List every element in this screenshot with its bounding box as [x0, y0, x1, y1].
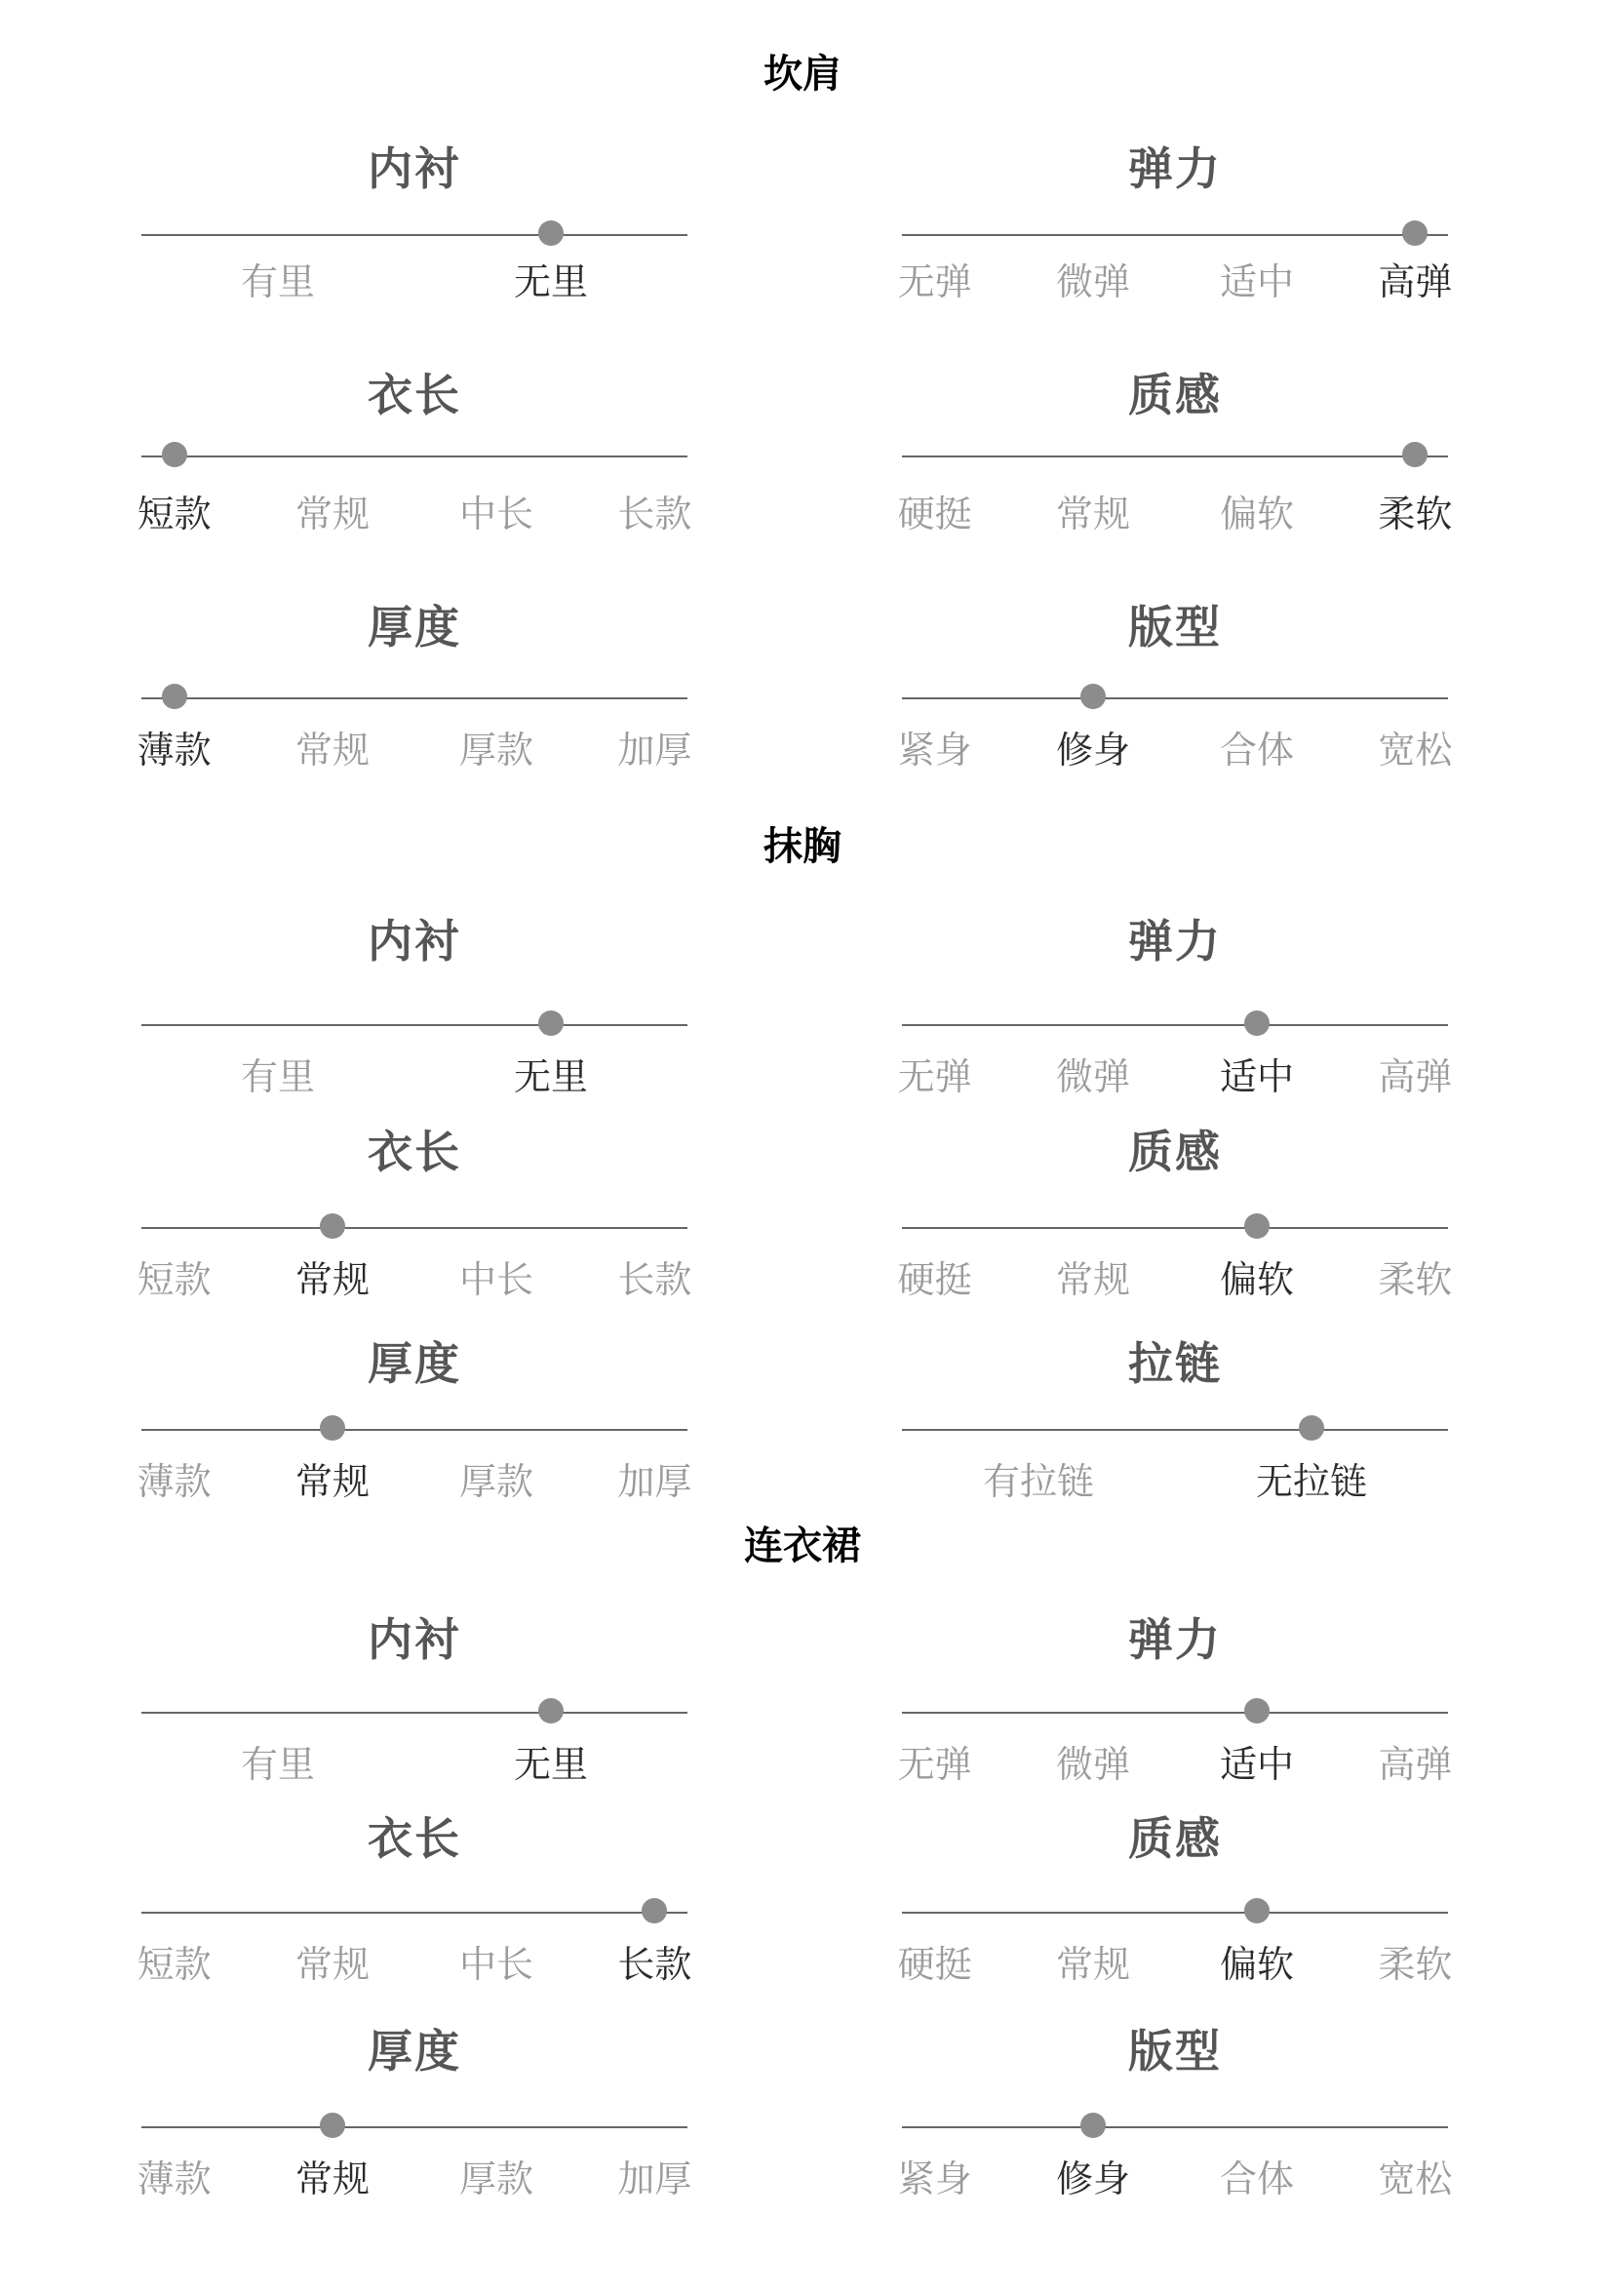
scale-option[interactable]: 偏软	[1219, 1943, 1294, 1986]
scale-option[interactable]: 常规	[294, 2157, 370, 2200]
scale-option[interactable]: 偏软	[1219, 493, 1294, 535]
slider-knob[interactable]	[1244, 1010, 1270, 1036]
slider-track[interactable]	[141, 234, 687, 236]
scale-option[interactable]: 微弹	[1055, 1055, 1130, 1098]
section-title: 坎肩	[763, 52, 842, 97]
scale-option[interactable]: 常规	[294, 729, 370, 772]
scale-title: 内衬	[368, 1613, 461, 1666]
scale-option[interactable]: 有里	[240, 1743, 315, 1786]
slider-track[interactable]	[141, 1024, 687, 1026]
scale-option[interactable]: 常规	[294, 493, 370, 535]
scale-option[interactable]: 高弹	[1378, 1743, 1453, 1786]
scale-title: 内衬	[368, 142, 461, 195]
scale-title: 版型	[1128, 2025, 1222, 2078]
slider-knob[interactable]	[1402, 220, 1428, 246]
scale-title: 厚度	[368, 1337, 461, 1390]
scale-option[interactable]: 合体	[1219, 729, 1294, 772]
scale-option[interactable]: 适中	[1219, 260, 1294, 303]
slider-knob[interactable]	[1080, 684, 1106, 709]
scale-title: 拉链	[1128, 1337, 1222, 1390]
scale-title: 内衬	[368, 915, 461, 968]
slider-knob[interactable]	[1244, 1898, 1270, 1923]
scale-option[interactable]: 常规	[294, 1943, 370, 1986]
slider-knob[interactable]	[320, 2113, 345, 2138]
slider-track[interactable]	[141, 1912, 687, 1914]
scale-option[interactable]: 薄款	[137, 1460, 212, 1503]
scale-option[interactable]: 硬挺	[897, 1258, 972, 1301]
slider-track[interactable]	[902, 1912, 1448, 1914]
scale-option[interactable]: 无里	[513, 1743, 588, 1786]
scale-title: 版型	[1128, 601, 1222, 653]
scale-option[interactable]: 厚款	[458, 1460, 533, 1503]
scale-option[interactable]: 常规	[1055, 1258, 1130, 1301]
slider-knob[interactable]	[1080, 2113, 1106, 2138]
slider-track[interactable]	[141, 1227, 687, 1229]
scale-option[interactable]: 修身	[1055, 729, 1130, 772]
scale-option[interactable]: 中长	[458, 493, 533, 535]
scale-option[interactable]: 适中	[1219, 1743, 1294, 1786]
slider-knob[interactable]	[1299, 1415, 1324, 1441]
scale-option[interactable]: 适中	[1219, 1055, 1294, 1098]
slider-knob[interactable]	[162, 442, 187, 467]
scale-option[interactable]: 无拉链	[1255, 1460, 1367, 1503]
scale-option[interactable]: 修身	[1055, 2157, 1130, 2200]
scale-option[interactable]: 无弹	[897, 260, 972, 303]
scale-title: 质感	[1128, 1126, 1222, 1178]
slider-knob[interactable]	[1402, 442, 1428, 467]
scale-option[interactable]: 无里	[513, 1055, 588, 1098]
slider-knob[interactable]	[1244, 1213, 1270, 1239]
slider-knob[interactable]	[538, 220, 564, 246]
scale-option[interactable]: 中长	[458, 1943, 533, 1986]
slider-track[interactable]	[902, 1024, 1448, 1026]
scale-option[interactable]: 厚款	[458, 729, 533, 772]
scale-option[interactable]: 高弹	[1378, 1055, 1453, 1098]
scale-option[interactable]: 常规	[294, 1258, 370, 1301]
slider-track[interactable]	[141, 1429, 687, 1431]
scale-title: 厚度	[368, 2025, 461, 2078]
scale-option[interactable]: 长款	[617, 493, 692, 535]
slider-track[interactable]	[902, 697, 1448, 699]
scale-option[interactable]: 短款	[137, 1943, 212, 1986]
slider-track[interactable]	[141, 2126, 687, 2128]
section-title: 连衣裙	[744, 1524, 861, 1568]
scale-option[interactable]: 微弹	[1055, 260, 1130, 303]
scale-option[interactable]: 短款	[137, 1258, 212, 1301]
scale-option[interactable]: 短款	[137, 493, 212, 535]
scale-option[interactable]: 常规	[294, 1460, 370, 1503]
scale-title: 衣长	[368, 1812, 461, 1865]
slider-track[interactable]	[902, 2126, 1448, 2128]
slider-track[interactable]	[902, 234, 1448, 236]
scale-option[interactable]: 常规	[1055, 493, 1130, 535]
scale-option[interactable]: 硬挺	[897, 1943, 972, 1986]
slider-knob[interactable]	[538, 1698, 564, 1723]
slider-knob[interactable]	[1244, 1698, 1270, 1723]
scale-option[interactable]: 有里	[240, 1055, 315, 1098]
scale-option[interactable]: 高弹	[1378, 260, 1453, 303]
scale-option[interactable]: 薄款	[137, 2157, 212, 2200]
scale-option[interactable]: 中长	[458, 1258, 533, 1301]
scale-option[interactable]: 加厚	[617, 1460, 692, 1503]
slider-knob[interactable]	[642, 1898, 667, 1923]
scale-option[interactable]: 长款	[617, 1943, 692, 1986]
slider-track[interactable]	[902, 1712, 1448, 1714]
scale-title: 弹力	[1128, 915, 1222, 968]
scale-option[interactable]: 偏软	[1219, 1258, 1294, 1301]
scale-option[interactable]: 长款	[617, 1258, 692, 1301]
slider-track[interactable]	[902, 1227, 1448, 1229]
scale-option[interactable]: 柔软	[1378, 1258, 1453, 1301]
scale-title: 质感	[1128, 369, 1222, 421]
scale-title: 弹力	[1128, 142, 1222, 195]
scale-option[interactable]: 有里	[240, 260, 315, 303]
scale-title: 衣长	[368, 1126, 461, 1178]
scale-option[interactable]: 厚款	[458, 2157, 533, 2200]
scale-title: 质感	[1128, 1812, 1222, 1865]
scale-option[interactable]: 柔软	[1378, 493, 1453, 535]
scale-option[interactable]: 紧身	[897, 2157, 972, 2200]
scale-option[interactable]: 无里	[513, 260, 588, 303]
scale-option[interactable]: 薄款	[137, 729, 212, 772]
scale-option[interactable]: 常规	[1055, 1943, 1130, 1986]
scale-option[interactable]: 柔软	[1378, 1943, 1453, 1986]
scale-option[interactable]: 紧身	[897, 729, 972, 772]
scale-title: 弹力	[1128, 1613, 1222, 1666]
slider-knob[interactable]	[538, 1010, 564, 1036]
slider-track[interactable]	[141, 1712, 687, 1714]
slider-track[interactable]	[902, 1429, 1448, 1431]
slider-track[interactable]	[141, 455, 687, 457]
scale-option[interactable]: 加厚	[617, 729, 692, 772]
scale-option[interactable]: 微弹	[1055, 1743, 1130, 1786]
scale-option[interactable]: 宽松	[1378, 729, 1453, 772]
slider-knob[interactable]	[320, 1213, 345, 1239]
scale-option[interactable]: 无弹	[897, 1743, 972, 1786]
slider-knob[interactable]	[162, 684, 187, 709]
scale-option[interactable]: 合体	[1219, 2157, 1294, 2200]
scale-title: 厚度	[368, 601, 461, 653]
section-title: 抹胸	[763, 824, 842, 869]
scale-option[interactable]: 无弹	[897, 1055, 972, 1098]
slider-knob[interactable]	[320, 1415, 345, 1441]
scale-title: 衣长	[368, 369, 461, 421]
scale-option[interactable]: 宽松	[1378, 2157, 1453, 2200]
slider-track[interactable]	[902, 455, 1448, 457]
slider-track[interactable]	[141, 697, 687, 699]
scale-option[interactable]: 有拉链	[982, 1460, 1094, 1503]
scale-option[interactable]: 硬挺	[897, 493, 972, 535]
scale-option[interactable]: 加厚	[617, 2157, 692, 2200]
